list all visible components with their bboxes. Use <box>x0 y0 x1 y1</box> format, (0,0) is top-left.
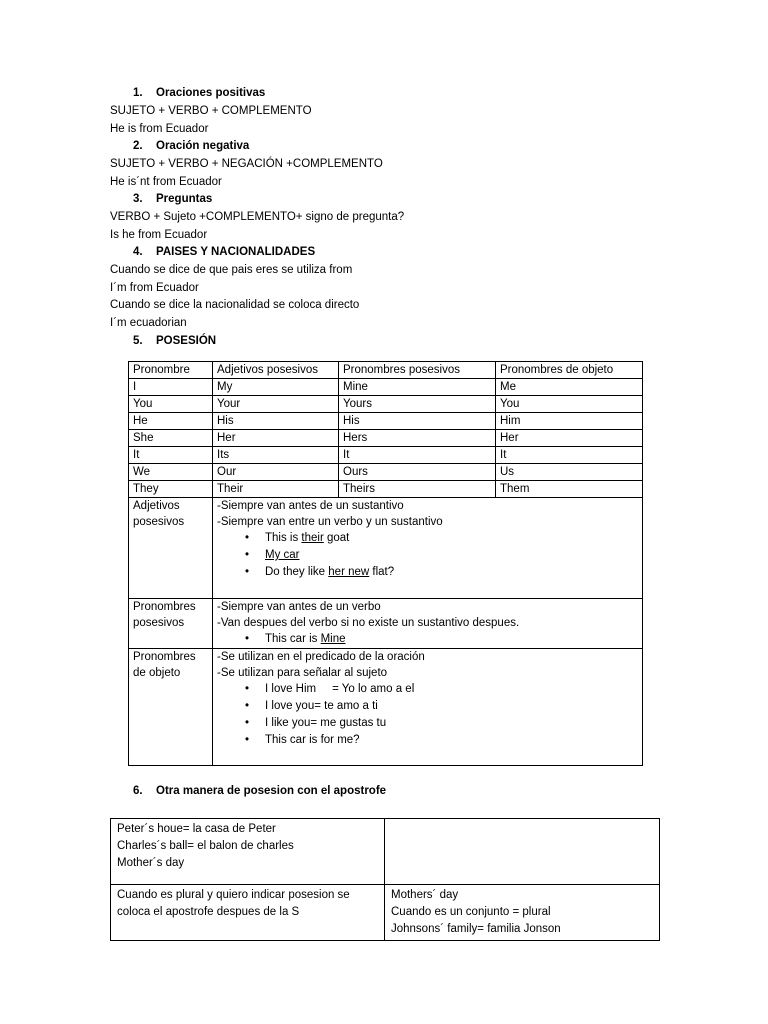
row-label <box>129 649 213 766</box>
underlined-text: their <box>301 532 324 544</box>
table-row <box>129 447 643 464</box>
bullet-item <box>217 547 638 564</box>
table-cell: You <box>496 396 643 413</box>
heading-number: 5. <box>133 335 143 347</box>
table-cell: Him <box>496 413 643 430</box>
bullet-text: goat <box>323 532 350 544</box>
table-cell: I <box>129 379 213 396</box>
table-cell: It <box>129 447 213 464</box>
cell-line: Johnsons´ family= familia Jonson <box>391 923 561 935</box>
heading-number: 4. <box>133 246 143 258</box>
heading-preguntas: Preguntas <box>156 193 213 205</box>
cell-line: Peter´s houe= la casa de Peter <box>117 823 276 835</box>
underlined-text: her new <box>328 566 370 578</box>
bullet-item <box>217 530 638 547</box>
note-line: -Se utilizan para señalar al sujeto <box>217 667 388 679</box>
note-line: -Siempre van antes de un verbo <box>217 601 381 613</box>
table-cell: Their <box>213 481 339 498</box>
table-cell: We <box>129 464 213 481</box>
heading-number: 3. <box>133 193 143 205</box>
heading-posesion: POSESIÓN <box>156 335 217 347</box>
table-cell: Cuando es plural y quiero indicar posesion se coloca el apostrofe despues de la S <box>111 885 385 941</box>
table-cell: Me <box>496 379 643 396</box>
table-cell: Her <box>496 430 643 447</box>
apostrophe-table <box>110 818 660 941</box>
heading-number: 1. <box>133 87 143 99</box>
row-label-line: posesivos <box>133 516 185 528</box>
table-cell: Theirs <box>339 481 496 498</box>
table-cell: Us <box>496 464 643 481</box>
row-label-line: Adjetivos <box>133 500 180 512</box>
table-cell: Her <box>213 430 339 447</box>
bullet-item: • This car is for me? <box>217 732 638 749</box>
heading-number: 6. <box>133 785 143 797</box>
table-cell <box>111 819 385 885</box>
underlined-text: My car <box>265 549 300 561</box>
table-cell: She <box>129 430 213 447</box>
table-cell: Your <box>213 396 339 413</box>
table-row <box>129 413 643 430</box>
table-cell: It <box>496 447 643 464</box>
cell-line: Charles´s ball= el balon de charles <box>117 840 294 852</box>
heading-paises: PAISES Y NACIONALIDADES <box>156 246 316 258</box>
row-label-line: posesivos <box>133 617 185 629</box>
notes-row-pronombres-objeto <box>129 649 643 766</box>
table-row <box>129 396 643 413</box>
note-line: -Siempre van entre un verbo y un sustantivo <box>217 516 443 528</box>
bullet-item: • I love you= te amo a ti <box>217 698 638 715</box>
heading-oraciones-positivas: Oraciones positivas <box>156 87 266 99</box>
table-row <box>129 464 643 481</box>
bullet-item <box>217 564 638 581</box>
bullet-text: Do they like <box>265 566 329 578</box>
cell-line: Mother´s day <box>117 857 185 869</box>
text-line: Cuando se dice de que pais eres se utiliza from <box>110 264 353 276</box>
pronoun-table <box>128 361 643 766</box>
table-cell: Our <box>213 464 339 481</box>
text-line: VERBO + Sujeto +COMPLEMENTO+ signo de pregunta? <box>110 211 405 223</box>
row-label <box>129 498 213 599</box>
table-cell: Them <box>496 481 643 498</box>
table-cell: His <box>213 413 339 430</box>
notes-cell <box>213 599 643 649</box>
table-header: Adjetivos posesivos <box>213 362 339 379</box>
table-header: Pronombres de objeto <box>496 362 643 379</box>
text-line: He is´nt from Ecuador <box>110 176 222 188</box>
row-label <box>129 599 213 649</box>
bullet-text: This car is <box>265 633 321 645</box>
bullet-item: • I like you= me gustas tu <box>217 715 638 732</box>
text-line: SUJETO + VERBO + COMPLEMENTO <box>110 105 312 117</box>
table-cell <box>385 885 660 941</box>
notes-cell <box>213 498 643 599</box>
table-cell: Mine <box>339 379 496 396</box>
table-cell: You <box>129 396 213 413</box>
table-cell: His <box>339 413 496 430</box>
text-line: He is from Ecuador <box>110 123 209 135</box>
text-line: I´m from Ecuador <box>110 282 199 294</box>
heading-oracion-negativa: Oración negativa <box>156 140 250 152</box>
table-row <box>129 481 643 498</box>
table-cell: Yours <box>339 396 496 413</box>
underlined-text: Mine <box>320 633 346 645</box>
table-cell: Ours <box>339 464 496 481</box>
table-cell: Hers <box>339 430 496 447</box>
cell-line: Cuando es un conjunto = plural <box>391 906 551 918</box>
table-row <box>129 430 643 447</box>
table-row <box>111 819 660 885</box>
table-header: Pronombres posesivos <box>339 362 496 379</box>
note-line: -Se utilizan en el predicado de la oración <box>217 651 425 663</box>
bullet-text: flat? <box>369 566 395 578</box>
text-line: Cuando se dice la nacionalidad se coloca directo <box>110 299 360 311</box>
bullet-text: This is <box>265 532 302 544</box>
heading-number: 2. <box>133 140 143 152</box>
bullet-item <box>217 631 638 648</box>
table-cell: He <box>129 413 213 430</box>
table-cell-empty <box>385 819 660 885</box>
row-label-line: de objeto <box>133 667 181 679</box>
table-cell: Its <box>213 447 339 464</box>
text-line: Is he from Ecuador <box>110 229 208 241</box>
table-header-row <box>129 362 643 379</box>
table-cell: My <box>213 379 339 396</box>
table-cell: It <box>339 447 496 464</box>
row-label-line: Pronombres <box>133 601 196 613</box>
notes-row-pronombres-posesivos <box>129 599 643 649</box>
note-line: -Van despues del verbo si no existe un sustantivo despues. <box>217 617 520 629</box>
table-row <box>111 885 660 941</box>
row-label-line: Pronombres <box>133 651 196 663</box>
bullet-item: • I love Him = Yo lo amo a el <box>217 681 638 698</box>
text-line: I´m ecuadorian <box>110 317 187 329</box>
table-row <box>129 379 643 396</box>
cell-line: Mothers´ day <box>391 889 459 901</box>
table-header: Pronombre <box>129 362 213 379</box>
notes-cell <box>213 649 643 766</box>
notes-row-adjetivos <box>129 498 643 599</box>
note-line: -Siempre van antes de un sustantivo <box>217 500 404 512</box>
table-cell: They <box>129 481 213 498</box>
text-line: SUJETO + VERBO + NEGACIÓN +COMPLEMENTO <box>110 158 383 170</box>
heading-apostrofe: Otra manera de posesion con el apostrofe <box>156 785 387 797</box>
